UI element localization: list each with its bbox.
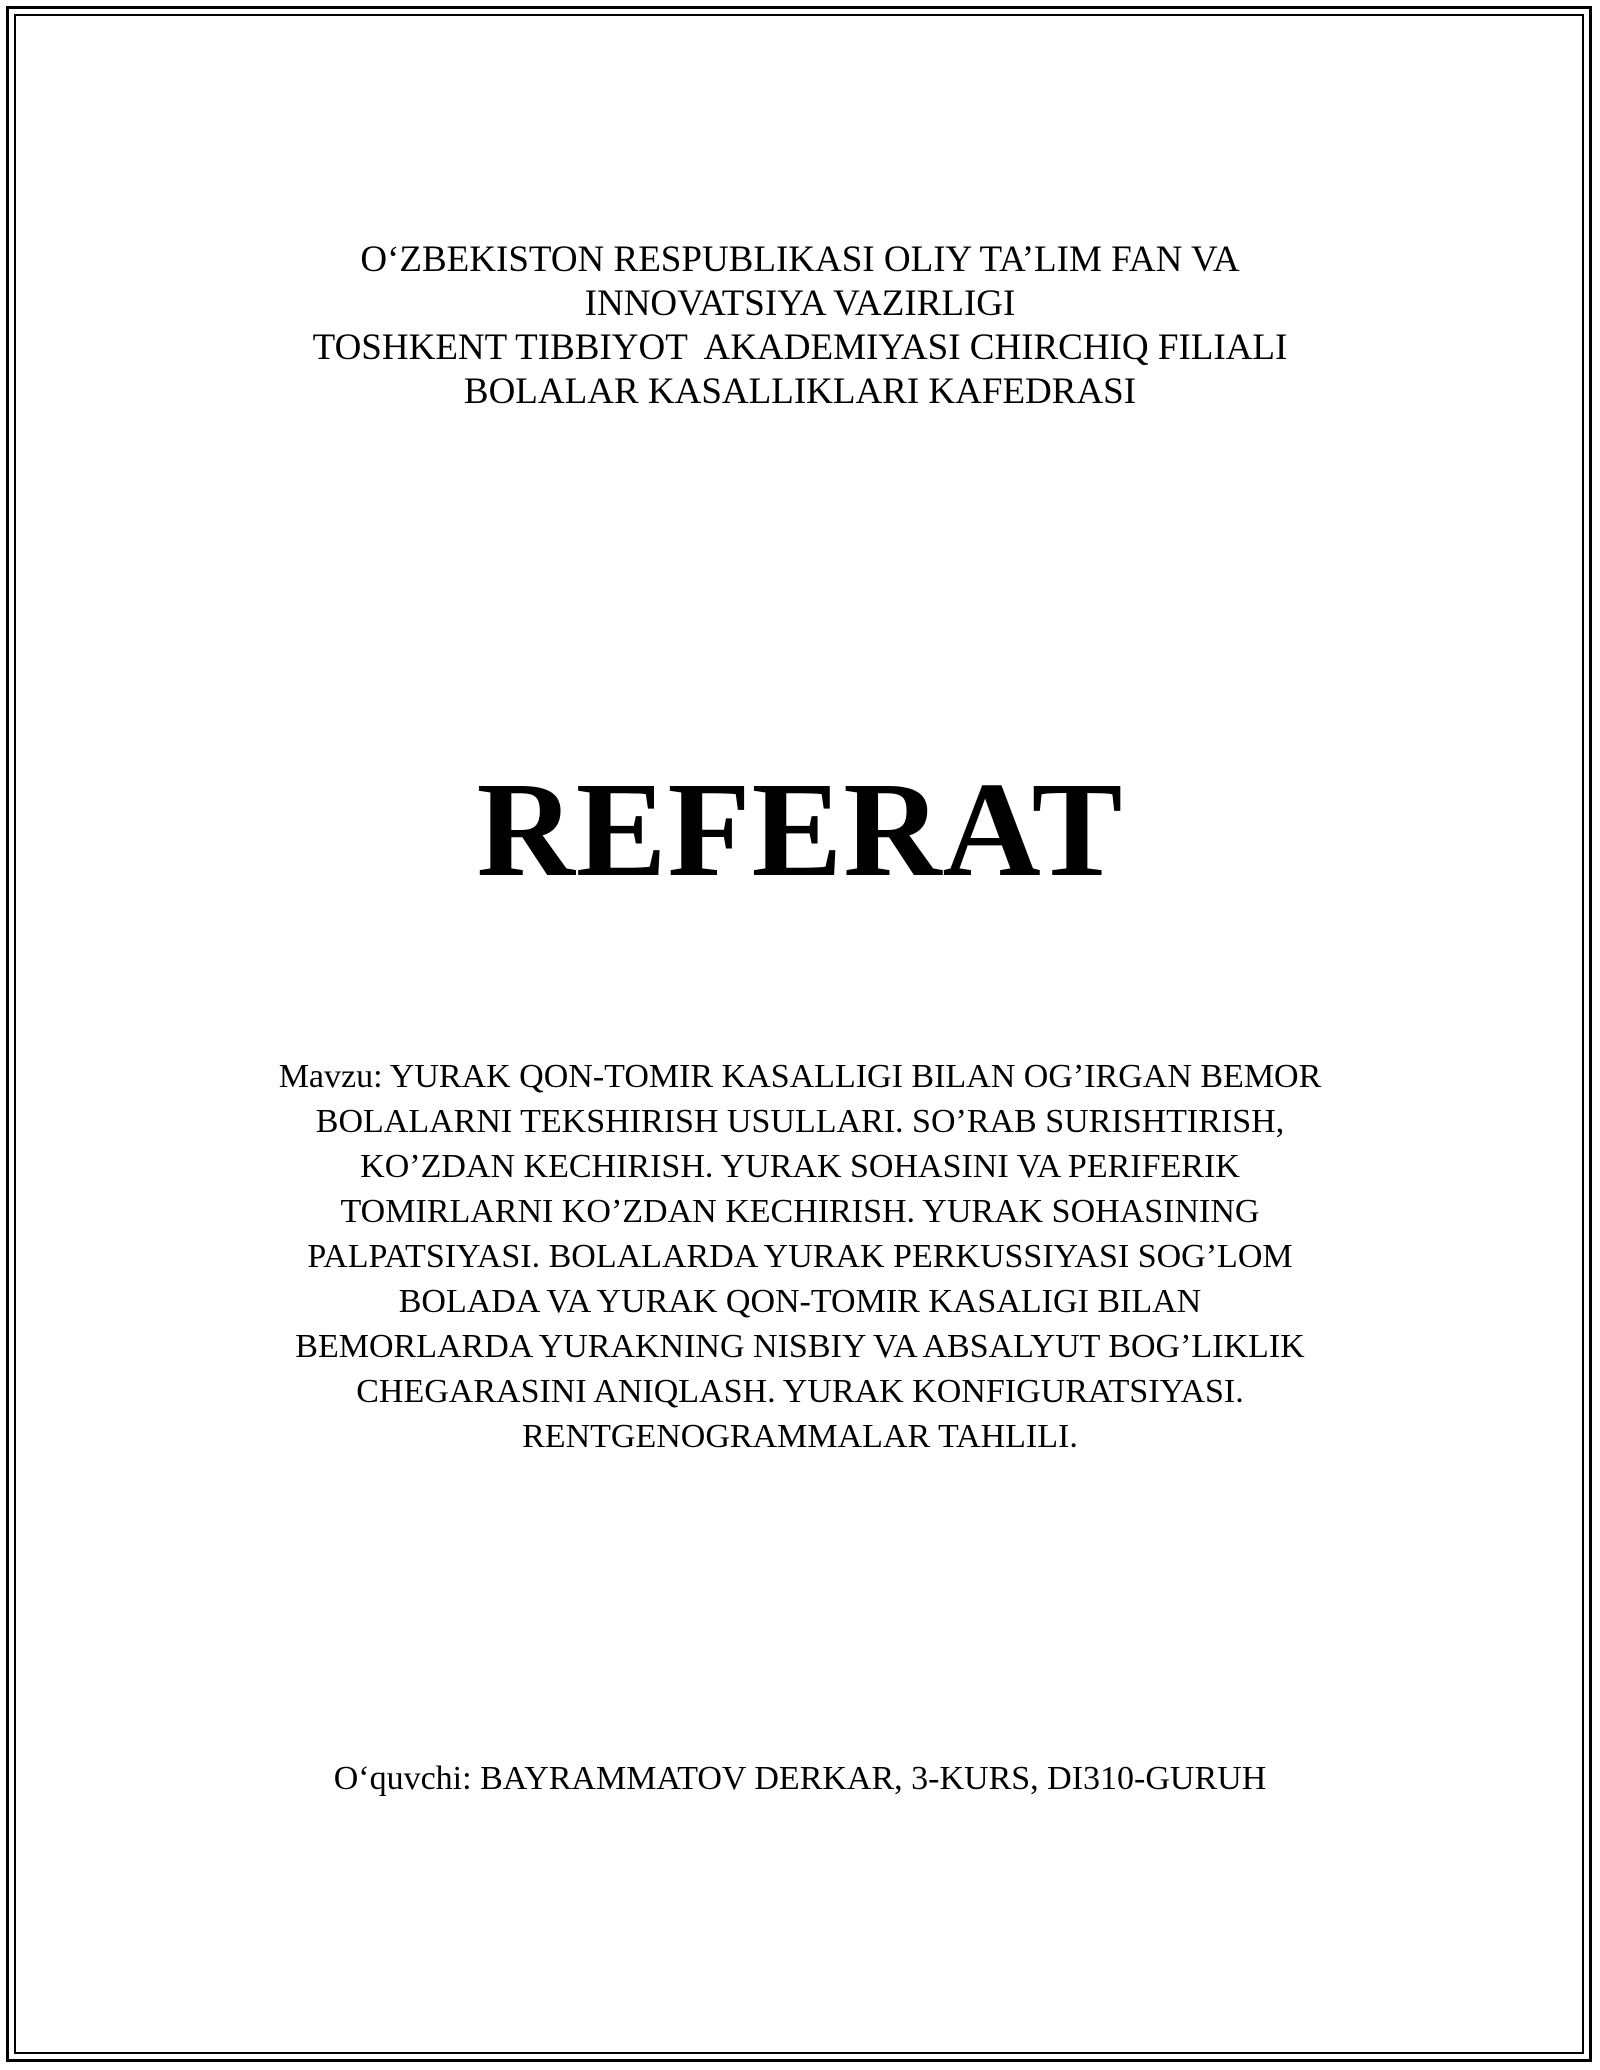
topic-line: BOLADA VA YURAK QON-TOMIR KASALIGI BILAN [398,1283,1202,1320]
header-line: O‘ZBEKISTON RESPUBLIKASI OLIY TA’LIM FAN VA [360,239,1240,280]
institution-header [0,238,1600,414]
header-line: BOLALAR KASALLIKLARI KAFEDRASI [463,371,1137,412]
topic-line: BEMORLARDA YURAKNING NISBIY VA ABSALYUT BOG’LIKLIK [295,1328,1305,1365]
student-info: O‘quvchi: BAYRAMMATOV DERKAR, 3-KURS, DI310-GURUH [333,1760,1267,1797]
topic-line: PALPATSIYASI. BOLALARDA YURAK PERKUSSIYASI SOG’LOM [307,1238,1293,1275]
topic-line: TOMIRLARNI KO’ZDAN KECHIRISH. YURAK SOHASINING [340,1193,1260,1230]
topic-line: RENTGENOGRAMMALAR TAHLILI. [522,1418,1078,1455]
header-line: TOSHKENT TIBBIYOT AKADEMIYASI CHIRCHIQ FILIALI [312,327,1288,368]
topic-line: Mavzu: YURAK QON-TOMIR KASALLIGI BILAN OG’IRGAN BEMOR [278,1058,1322,1095]
header-line: INNOVATSIYA VAZIRLIGI [584,283,1016,324]
topic-line: BOLALARNI TEKSHIRISH USULLARI. SO’RAB SURISHTIRISH, [315,1103,1285,1140]
topic-line: KO’ZDAN KECHIRISH. YURAK SOHASINI VA PERIFERIK [360,1148,1240,1185]
document-title: REFERAT [476,755,1124,905]
topic-block [0,1054,1600,1459]
topic-line: CHEGARASINI ANIQLASH. YURAK KONFIGURATSIYASI. [356,1373,1244,1410]
